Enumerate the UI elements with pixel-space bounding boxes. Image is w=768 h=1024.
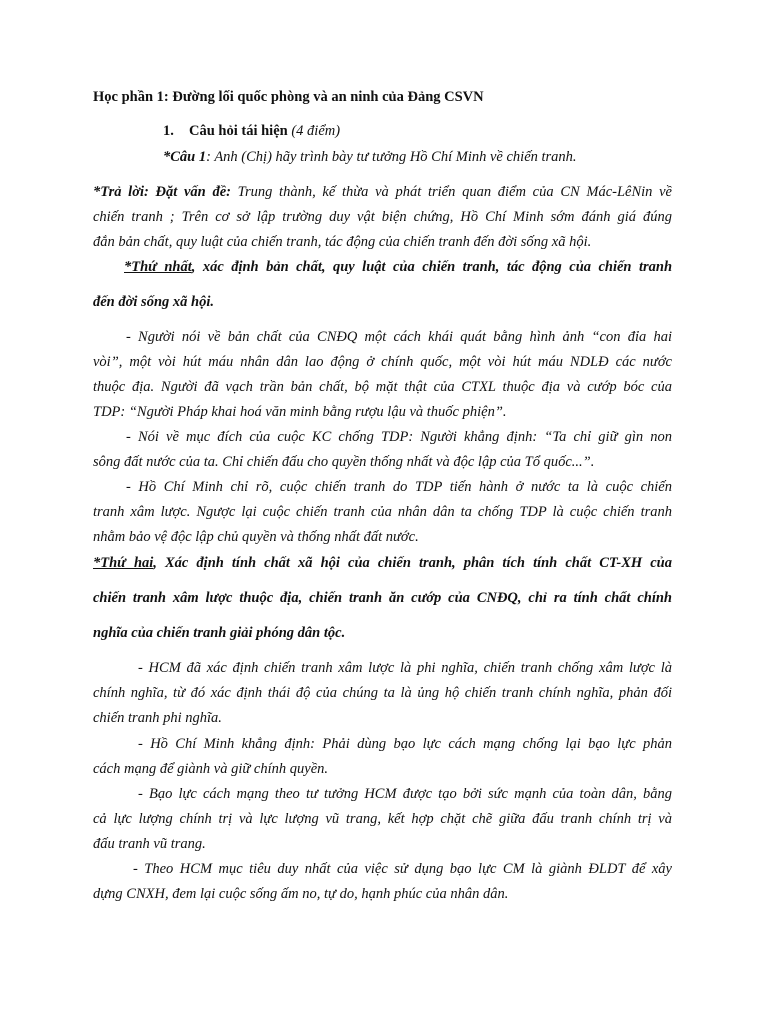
first-body-line-8: tranh xâm lược. Ngược lại cuộc chiến tranh của nhân dân ta chống TDP là cuộc chiến tranh xyxy=(93,504,672,520)
first-body-line-9: nhằm bảo vệ độc lập chủ quyền và thống nhất đất nước. xyxy=(93,529,419,545)
first-body-line-1: - Người nói về bản chất của CNĐQ một cách khái quát bằng hình ảnh “con đỉa hai xyxy=(126,329,672,345)
second-body-line-6: - Bạo lực cách mạng theo tư tưởng HCM được tạo bởi sức mạnh của toàn dân, bằng xyxy=(138,786,672,802)
second-body-line-10: dựng CNXH, đem lại cuộc sống ấm no, tự do, hạnh phúc của nhân dân. xyxy=(93,886,509,902)
second-point-heading-text-1: , Xác định tính chất xã hội của chiến tranh, phân tích tính chất CT-XH của xyxy=(153,555,672,571)
first-body-line-5: - Nói về mục đích của cuộc KC chống TDP: Người khẳng định: “Ta chỉ giữ gìn non xyxy=(126,429,672,445)
second-body-line-9: - Theo HCM mục tiêu duy nhất của việc sử dụng bạo lực CM là giành ĐLDT để xây xyxy=(133,861,672,877)
first-body-line-6: sông đất nước của ta. Chỉ chiến đấu cho quyền thống nhất và độc lập của Tổ quốc...”. xyxy=(93,454,595,470)
second-body-line-1: - HCM đã xác định chiến tranh xâm lược là phi nghĩa, chiến tranh chống xâm lược là xyxy=(138,660,672,676)
first-body-line-2: vòi”, một vòi hút máu nhân dân lao động ở chính quốc, một vòi hút máu NDLĐ các nước xyxy=(93,354,672,370)
answer-intro-line-1 xyxy=(93,183,672,201)
document-title: Học phần 1: Đường lối quốc phòng và an ninh của Đảng CSVN xyxy=(93,89,484,105)
first-body-line-4: TDP: “Người Pháp khai hoá văn minh bằng rượu lậu và thuốc phiện”. xyxy=(93,404,507,420)
first-point-heading-line-2: đến đời sống xã hội. xyxy=(93,294,214,310)
first-body-line-7: - Hồ Chí Minh chỉ rõ, cuộc chiến tranh do TDP tiến hành ở nước ta là cuộc chiến xyxy=(126,479,672,495)
second-body-line-2: chính nghĩa, từ đó xác định thái độ của chúng ta là ủng hộ chiến tranh chính nghĩa, phản đối xyxy=(93,685,672,701)
question-label: *Câu 1 xyxy=(163,149,207,165)
answer-intro-text-1: Trung thành, kế thừa và phát triển quan điểm của CN Mác-LêNin về xyxy=(230,184,672,200)
second-point-heading-line-2: chiến tranh xâm lược thuộc địa, chiến tranh ăn cướp của CNĐQ, chỉ ra tính chất chính xyxy=(93,590,672,606)
second-point-heading-line-3: nghĩa của chiến tranh giải phóng dân tộc. xyxy=(93,625,346,641)
answer-intro-line-2: chiến tranh ; Trên cơ sở lập trường duy vật biện chứng, Hồ Chí Minh sớm đánh giá đúng xyxy=(93,209,672,225)
first-point-label: *Thứ nhất xyxy=(124,259,192,275)
section-number: 1. xyxy=(163,123,174,139)
second-body-line-8: đấu tranh vũ trang. xyxy=(93,836,206,852)
second-body-line-7: cả lực lượng chính trị và lực lượng vũ trang, kết hợp chặt chẽ giữa đấu tranh chính trị và xyxy=(93,811,672,827)
question-text: : Anh (Chị) hãy trình bày tư tưởng Hồ Chí Minh về chiến tranh. xyxy=(206,149,577,165)
section-heading: Câu hỏi tái hiện xyxy=(189,123,288,139)
answer-intro-label: *Trả lời: Đặt vấn đề: xyxy=(93,184,231,200)
second-body-line-5: cách mạng để giành và giữ chính quyền. xyxy=(93,761,329,777)
answer-intro-line-3: đắn bản chất, quy luật của chiến tranh, tác động của chiến tranh đến đời sống xã hội. xyxy=(93,234,592,250)
second-point-label: *Thứ hai xyxy=(93,555,154,571)
second-point-heading-line-1 xyxy=(93,554,672,572)
second-body-line-4: - Hồ Chí Minh khẳng định: Phải dùng bạo lực cách mạng chống lại bạo lực phản xyxy=(138,736,672,752)
first-point-heading-text-1: , xác định bản chất, quy luật của chiến tranh, tác động của chiến tranh xyxy=(191,259,673,275)
section-points: (4 điểm) xyxy=(291,123,341,139)
question-line xyxy=(163,148,577,166)
first-body-line-3: thuộc địa. Người đã vạch trần bản chất, bộ mặt thật của CTXL thuộc địa và cướp bóc của xyxy=(93,379,672,395)
second-body-line-3: chiến tranh phi nghĩa. xyxy=(93,710,222,726)
section-heading-line xyxy=(189,122,340,140)
first-point-heading-line-1 xyxy=(124,258,672,276)
